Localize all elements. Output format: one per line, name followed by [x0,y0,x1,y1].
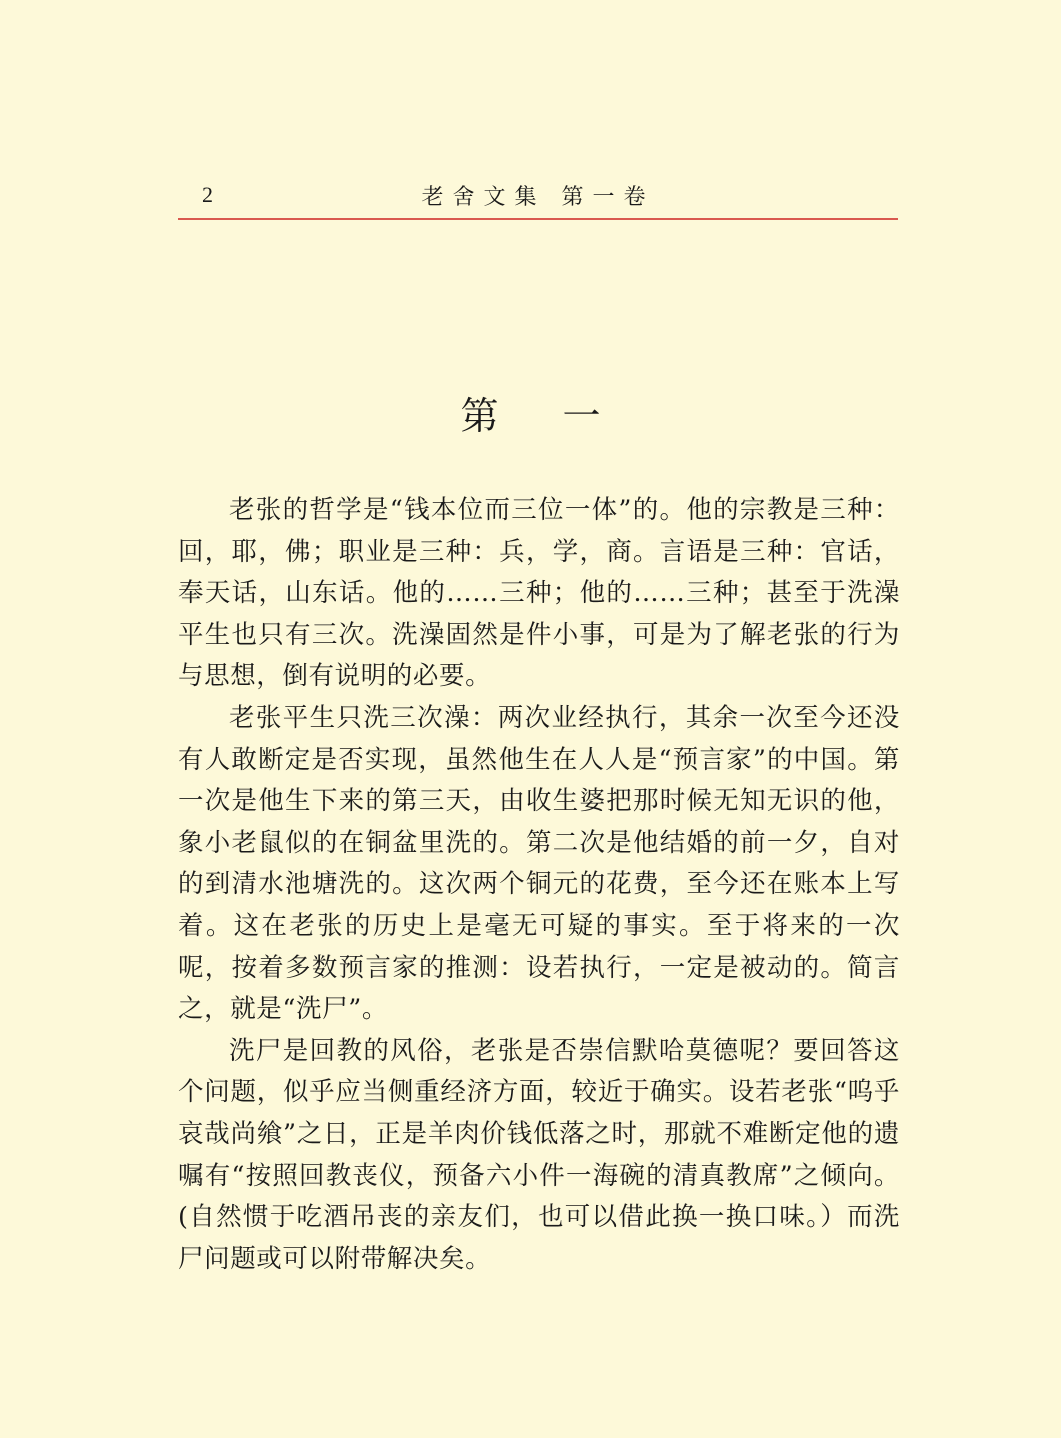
running-title: 老舍文集 第一卷 [421,185,655,210]
body-text [178,490,900,1280]
paragraph: 老张平生只洗三次澡：两次业经执行，其余一次至今还没有人敢断定是否实现，虽然他生在人人是“预言家”的中国。第一次是他生下来的第三天，由收生婆把那时候无知无识的他，象小老鼠似的在铜盆里洗的。第二次是他结婚的前一夕，自对的到清水池塘洗的。这次两个铜元的花费，至今还在账本上写着。这在老张的历史上是毫无可疑的事实。至于将来的一次呢，按着多数预言家的推测：设若执行，一定是被动的。简言之，就是“洗尸”。 [178,702,900,1025]
page-number: 2 [202,182,213,207]
page-header [178,178,898,220]
chapter-title: 第 一 [460,394,627,438]
header-rule [178,218,898,220]
paragraph: 老张的哲学是“钱本位而三位一体”的。他的宗教是三种：回，耶，佛；职业是三种：兵，学，商。言语是三种：官话，奉天话，山东话。他的……三种；他的……三种；甚至于洗澡平生也只有三次。洗澡固然是件小事，可是为了解老张的行为与思想，倒有说明的必要。 [178,495,900,692]
paragraph: 洗尸是回教的风俗，老张是否崇信默哈莫德呢？要回答这个问题，似乎应当侧重经济方面，较近于确实。设若老张“呜乎哀哉尚飨”之日，正是羊肉价钱低落之时，那就不难断定他的遗嘱有“按照回教丧仪，预备六小件一海碗的清真教席”之倾向。(自然惯于吃酒吊丧的亲友们，也可以借此换一换口味。）而洗尸问题或可以附带解决矣。 [178,1035,900,1274]
